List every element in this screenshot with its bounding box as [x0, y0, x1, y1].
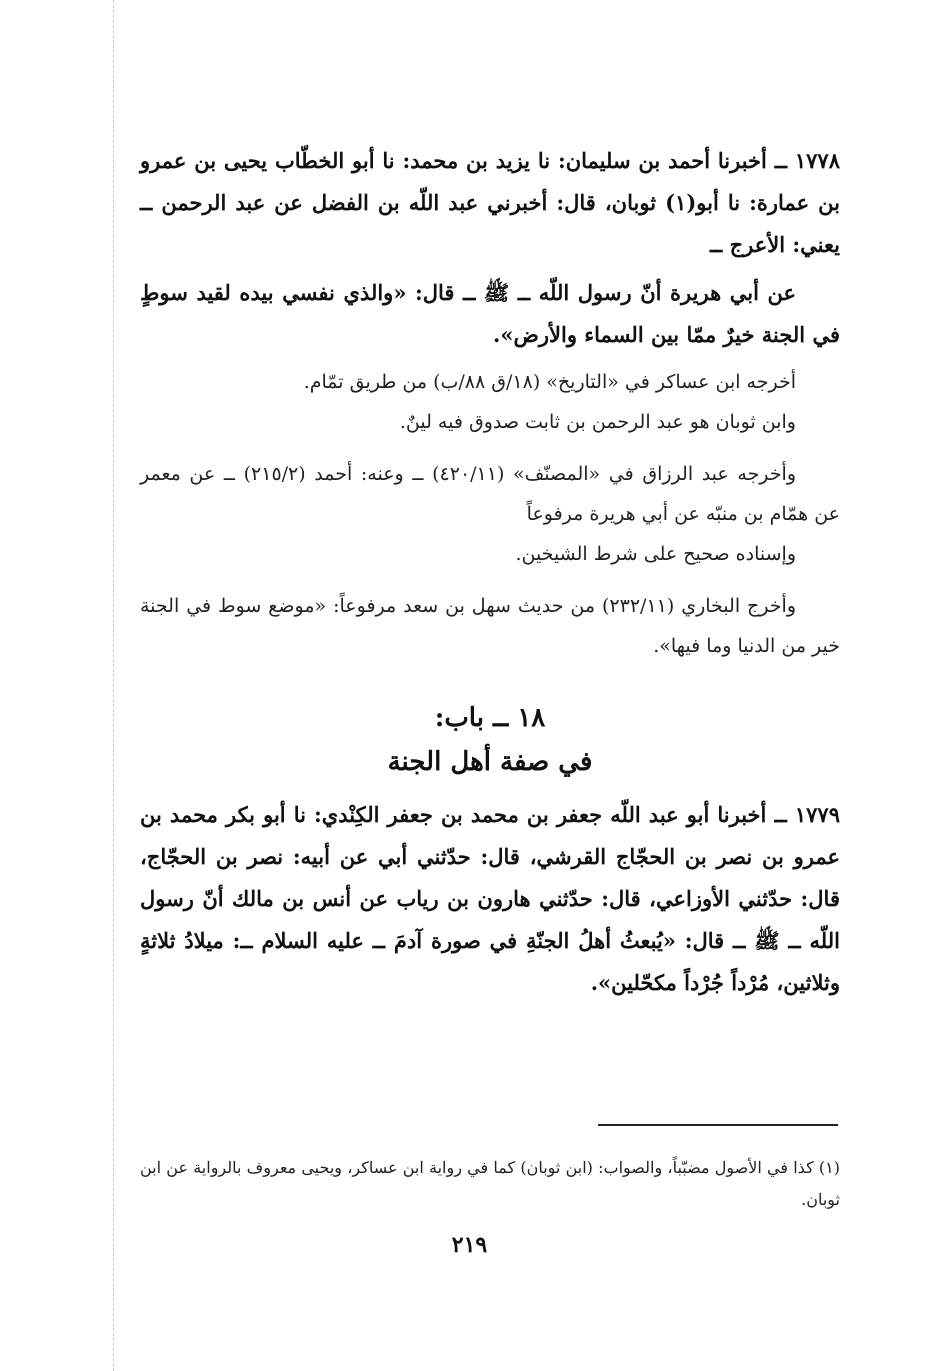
main-text-block — [140, 140, 840, 1004]
hadith-1779-text: ١٧٧٩ ــ أخبرنا أبو عبد اللّه جعفر بن محمد بن جعفر الكِنْدي: نا أبو بكر محمد بن عمرو بن نصر بن الحجّاج القرشي، قال: حدّثني أبي عن أبيه: نصر بن الحجّاج، قال: حدّثني الأوزاعي، قال: حدّثني هارون بن رياب عن أنس بن مالك أنّ رسول اللّه ــ ﷺ ــ قال: «يُبعثُ أهلُ الجنّةِ في صورة آدمَ ــ عليه السلام ــ: ميلادُ ثلاثةٍ وثلاثين، مُرْداً جُرْداً مكحّلين». — [140, 802, 840, 995]
chapter-number: ١٨ ــ باب: — [434, 703, 546, 733]
hadith-1778-takhrij-abd-al-razzaq: وأخرجه عبد الرزاق في «المصنّف» (٤٢٠/١١) ــ وعنه: أحمد (٢١٥/٢) ــ عن معمر عن همّام بن منبّه عن أبي هريرة مرفوعاً — [140, 463, 840, 525]
hadith-1778-takhrij-bukhari: وأخرج البخاري (٢٣٢/١١) من حديث سهل بن سعد مرفوعاً: «موضع سوط في الجنة خير من الدنيا وما فيها». — [140, 595, 840, 657]
chapter-title: في صفة أهل الجنة — [387, 747, 593, 777]
footnote-1: (١) كذا في الأصول مضبّباً، والصواب: (ابن ثوبان) كما في رواية ابن عساكر، ويحيى معروف بالرواية عن ابن ثوبان. — [140, 1158, 840, 1209]
page-number: ٢١٩ — [451, 1232, 488, 1258]
hadith-1778-matn: عن أبي هريرة أنّ رسول اللّه ــ ﷺ ــ قال: «والذي نفسي بيده لقيد سوطٍ في الجنة خيرٌ ممّا بين السماء والأرض». — [140, 280, 840, 347]
binding-margin-line — [113, 0, 114, 1371]
hadith-1778-grading: وإسناده صحيح على شرط الشيخين. — [515, 543, 796, 565]
hadith-1778-note-ibn-thawban: وابن ثوبان هو عبد الرحمن بن ثابت صدوق فيه لينٌ. — [399, 411, 796, 433]
hadith-1778-takhrij-ibn-asakir: أخرجه ابن عساكر في «التاريخ» (١٨/ق ٨٨/ب) من طريق تمّام. — [303, 371, 796, 393]
hadith-1778-isnad: ١٧٧٨ ــ أخبرنا أحمد بن سليمان: نا يزيد بن محمد: نا أبو الخطّاب يحيى بن عمرو بن عمارة: نا أبو(١) ثوبان، قال: أخبرني عبد اللّه بن الفضل عن عبد الرحمن ــ يعني: الأعرج ــ — [140, 148, 840, 257]
footnote-separator — [598, 1124, 838, 1126]
